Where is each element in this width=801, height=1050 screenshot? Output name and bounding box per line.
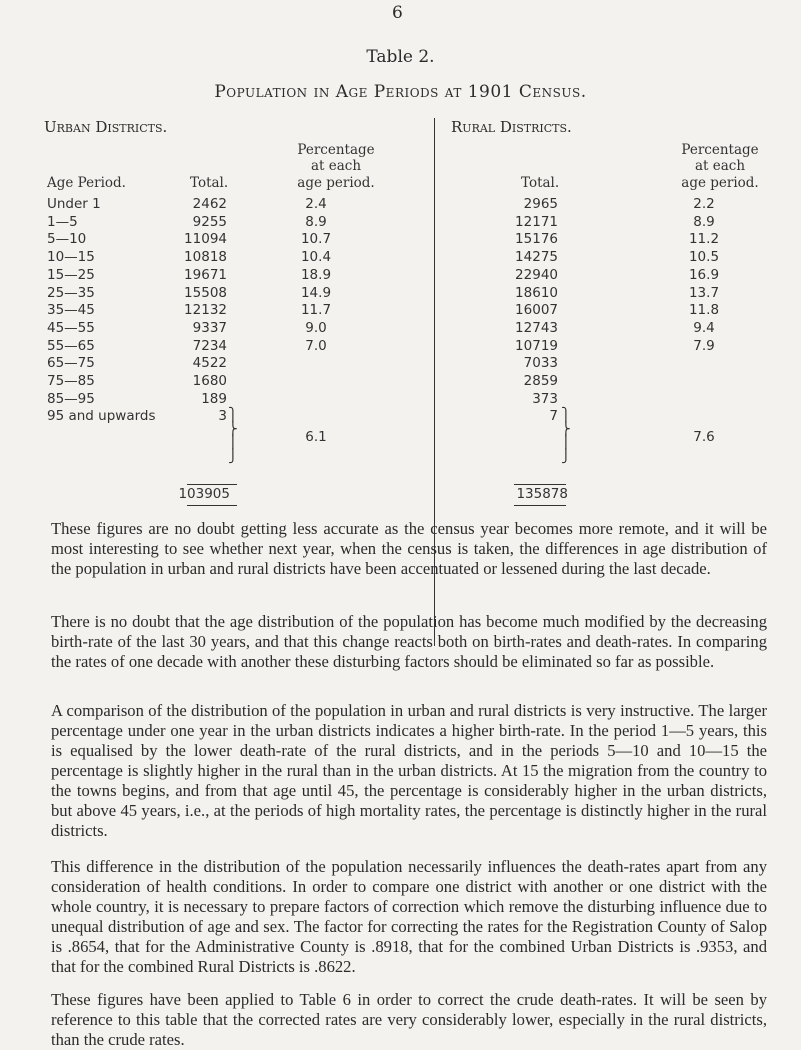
urban-total-cell: 189 <box>201 390 227 407</box>
urban-pct-header-line1: Percentage <box>297 142 375 158</box>
age-cell: 1—5 <box>47 213 78 230</box>
urban-total-cell: 9255 <box>192 213 227 230</box>
rural-total-header: Total. <box>521 175 560 191</box>
rural-heading: Rural Districts. <box>451 118 572 136</box>
age-cell: 45—55 <box>47 319 95 336</box>
rural-total-cell: 14275 <box>515 249 558 266</box>
rural-brace: ⎫ ⎬ ⎪ ⎭ <box>561 408 571 464</box>
age-cell: 75—85 <box>47 373 95 389</box>
urban-total-cell: 7234 <box>192 337 227 354</box>
urban-pct-header-line2: at each <box>310 158 362 174</box>
rural-total-cell: 10719 <box>515 337 558 354</box>
age-cell: 95 and upwards <box>47 408 156 425</box>
urban-pct-cell: 2.4 <box>305 196 327 212</box>
rural-pct-cell: 9.4 <box>693 319 715 336</box>
rural-total-cell: 7033 <box>523 355 558 372</box>
urban-total-cell: 4522 <box>192 355 227 372</box>
urban-pct-header-line3: age period. <box>297 175 375 191</box>
rural-sum-rule-top <box>514 484 566 485</box>
table-subtitle: Population in Age Periods at 1901 Census. <box>214 82 587 102</box>
rural-total-cell: 12743 <box>515 319 558 336</box>
rural-pct-header-line2: at each <box>694 158 746 174</box>
age-cell: 15—25 <box>47 266 95 283</box>
urban-pct-cell: 11.7 <box>300 302 332 319</box>
paragraph-4: This difference in the distribution of the population necessarily influences the death-rates apart from any consideration of health conditions. In order to compare one district with another or one district with the whole country, it is necessary to prepare factors of correction which remove the disturbing influence due to unequal distribution of age and sex. The factor for correcting the rates for the Registration County of Salop is .8654, that for the Administrative County is .8918, that for the combined Urban Districts is .9353, and that for the combined Rural Districts is .8622. <box>51 857 767 976</box>
age-cell: Under 1 <box>47 196 101 212</box>
rural-pct-cell: 11.8 <box>688 302 720 319</box>
paragraph-1: These figures are no doubt getting less accurate as the census year becomes more remote, and it will be most interesting to see whether next year, when the census is taken, the differences in age distribution of the population in urban and rural districts have been accentuated or lessened during the last decade. <box>51 519 767 578</box>
rural-pct-cell: 7.9 <box>693 337 715 354</box>
urban-total-cell: 12132 <box>184 302 227 319</box>
urban-pct-cell: 9.0 <box>305 319 327 336</box>
urban-pct-cell: 10.7 <box>300 231 332 248</box>
urban-total-cell: 9337 <box>192 319 227 336</box>
age-cell: 10—15 <box>47 249 95 266</box>
rural-sum-rule-bottom <box>514 505 566 506</box>
urban-pct-cell: 18.9 <box>300 266 332 283</box>
age-cell: 25—35 <box>47 284 95 301</box>
rural-pct-cell: 13.7 <box>688 284 720 301</box>
rural-total-cell: 22940 <box>515 266 558 283</box>
urban-pct-cell: 7.0 <box>305 337 327 354</box>
rural-pct-cell: 2.2 <box>693 196 715 212</box>
rural-total-cell: 2965 <box>523 196 558 212</box>
urban-pct-cell: 8.9 <box>305 213 327 230</box>
urban-pct-cell: 14.9 <box>300 284 332 301</box>
age-cell: 35—45 <box>47 302 95 319</box>
age-cell: 55—65 <box>47 337 95 354</box>
urban-sum: 103905 <box>178 486 230 502</box>
urban-total-cell: 15508 <box>184 284 227 301</box>
urban-total-cell: 19671 <box>184 266 227 283</box>
urban-sum-rule-top <box>187 484 237 485</box>
rural-pct-header-line3: age period. <box>681 175 759 191</box>
urban-heading: Urban Districts. <box>44 118 168 136</box>
rural-grouped-pct: 7.6 <box>693 429 715 445</box>
urban-brace: ⎫ ⎬ ⎪ ⎭ <box>228 408 238 464</box>
table-title: Table 2. <box>366 47 435 67</box>
rural-pct-cell: 16.9 <box>688 266 720 283</box>
rural-pct-cell: 10.5 <box>688 249 720 266</box>
rural-total-cell: 15176 <box>515 231 558 248</box>
urban-grouped-pct: 6.1 <box>305 429 327 445</box>
urban-total-cell: 2462 <box>192 196 227 212</box>
rural-total-cell: 18610 <box>515 284 558 301</box>
urban-total-header: Total. <box>190 175 229 191</box>
urban-pct-cell: 10.4 <box>300 249 332 266</box>
page-number: 6 <box>392 3 403 23</box>
urban-total-cell: 10818 <box>184 249 227 266</box>
rural-sum: 135878 <box>516 486 568 502</box>
age-cell: 65—75 <box>47 355 95 372</box>
rural-pct-cell: 11.2 <box>688 231 720 248</box>
paragraph-2: There is no doubt that the age distribution of the population has become much modified by the decreasing birth-rate of the last 30 years, and that this change reacts both on birth-rates and death-rates. In comparing the rates of one decade with another these disturbing factors should be eliminated so far as possible. <box>51 612 767 671</box>
rural-total-cell: 2859 <box>523 373 558 389</box>
age-cell: 5—10 <box>47 231 87 248</box>
rural-pct-header-line1: Percentage <box>681 142 759 158</box>
paragraph-3: A comparison of the distribution of the population in urban and rural districts is very instructive. The larger percentage under one year in the urban districts indicates a higher birth-rate. In the period 1—5 years, this is equalised by the lower death-rate of the rural districts, and in the periods 5—10 and 10—15 the percentage is slightly higher in the rural than in the urban districts. At 15 the migration from the country to the towns begins, and from that age until 45, the percentage is considerably higher in the urban districts, but above 45 years, i.e., at the periods of high mortality rates, the percentage is distinctly higher in the rural districts. <box>51 701 767 840</box>
rural-total-cell: 16007 <box>515 302 558 319</box>
age-header: Age Period. <box>47 175 126 191</box>
rural-total-cell: 12171 <box>515 213 558 230</box>
urban-total-cell: 3 <box>218 408 227 425</box>
paragraph-5: These figures have been applied to Table 6 in order to correct the crude death-rates. It will be seen by reference to this table that the corrected rates are very considerably lower, especially in the rural districts, than the crude rates. <box>51 990 767 1049</box>
rural-total-cell: 7 <box>549 408 558 425</box>
rural-total-cell: 373 <box>532 390 558 407</box>
urban-total-cell: 11094 <box>184 231 227 248</box>
urban-sum-rule-bottom <box>187 505 237 506</box>
rural-pct-cell: 8.9 <box>693 213 715 230</box>
urban-total-cell: 1680 <box>192 373 227 389</box>
age-cell: 85—95 <box>47 390 95 407</box>
